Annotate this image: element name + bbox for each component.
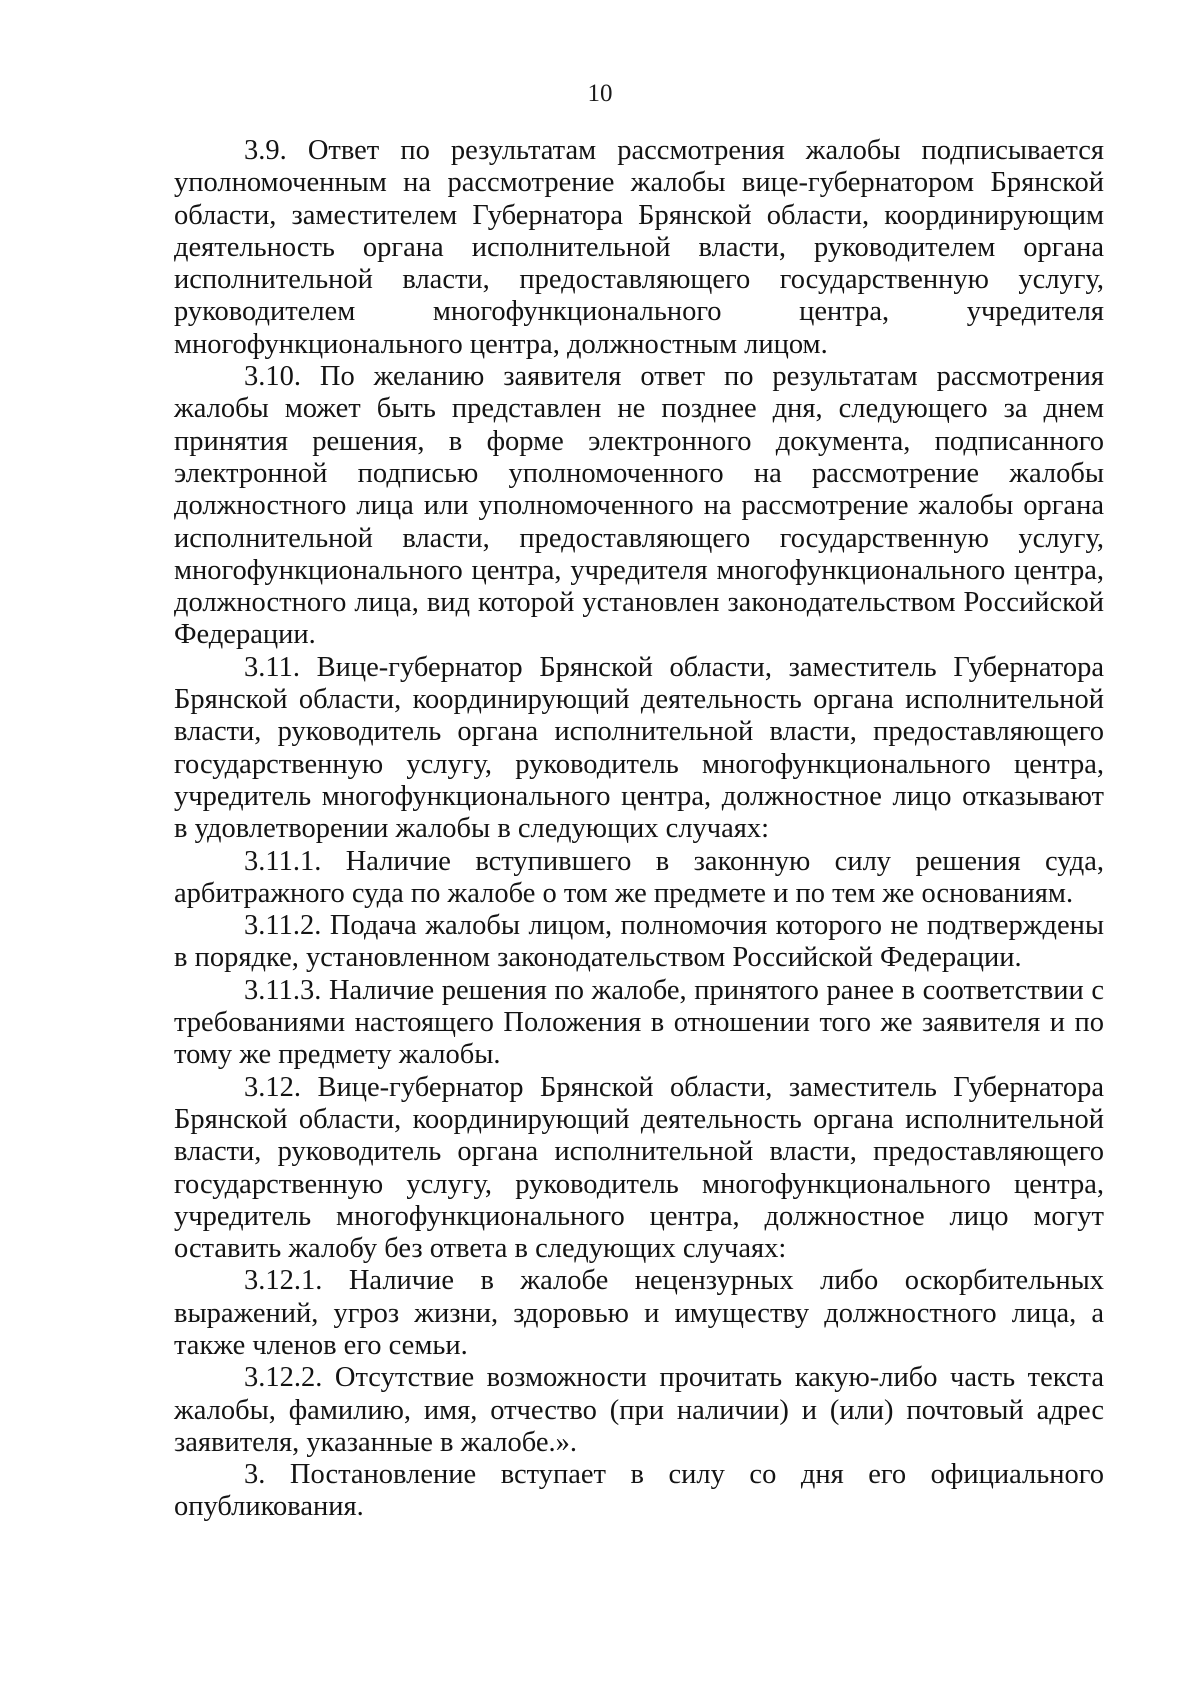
paragraph-3-9: 3.9. Ответ по результатам рассмотрения жалобы подписывается уполномоченным на рассмотрение жалобы вице-губернатором Брянской области, заместителем Губернатора Брянской области, координирующим деятельность органа исполнительной власти, руководителем органа исполнительной власти, предоставляющего государственную услугу, руководителем многофункционального центра, учредителя многофункционального центра, должностным лицом. xyxy=(174,135,1104,360)
paragraph-resolution-effective: 3. Постановление вступает в силу со дня его официального опубликования. xyxy=(174,1459,1104,1523)
paragraph-3-10: 3.10. По желанию заявителя ответ по результатам рассмотрения жалобы может быть представлен не позднее дня, следующего за днем принятия решения, в форме электронного документа, подписанного электронной подписью уполномоченного на рассмотрение жалобы должностного лица или уполномоченного на рассмотрение жалобы органа исполнительной власти, предоставляющего государственную услугу, многофункционального центра, учредителя многофункционального центра, должностного лица, вид которой установлен законодательством Российской Федерации. xyxy=(174,361,1104,651)
page-number: 10 xyxy=(587,80,613,107)
paragraph-3-11-1: 3.11.1. Наличие вступившего в законную силу решения суда, арбитражного суда по жалобе о том же предмете и по тем же основаниям. xyxy=(174,845,1104,909)
paragraph-3-12-1: 3.12.1. Наличие в жалобе нецензурных либо оскорбительных выражений, угроз жизни, здоровью и имуществу должностного лица, а также членов его семьи. xyxy=(174,1265,1104,1361)
paragraph-3-12-2: 3.12.2. Отсутствие возможности прочитать какую-либо часть текста жалобы, фамилию, имя, отчество (при наличии) и (или) почтовый адрес заявителя, указанные в жалобе.». xyxy=(174,1362,1104,1458)
paragraph-3-12: 3.12. Вице-губернатор Брянской области, заместитель Губернатора Брянской области, координирующий деятельность органа исполнительной власти, руководитель органа исполнительной власти, предоставляющего государственную услугу, руководитель многофункционального центра, учредитель многофункционального центра, должностное лицо могут оставить жалобу без ответа в следующих случаях: xyxy=(174,1071,1104,1265)
paragraph-3-11-3: 3.11.3. Наличие решения по жалобе, принятого ранее в соответствии с требованиями настоящего Положения в отношении того же заявителя и по тому же предмету жалобы. xyxy=(174,974,1104,1071)
paragraph-3-11-2: 3.11.2. Подача жалобы лицом, полномочия которого не подтверждены в порядке, установленном законодательством Российской Федерации. xyxy=(174,910,1104,974)
paragraph-3-11: 3.11. Вице-губернатор Брянской области, заместитель Губернатора Брянской области, координирующий деятельность органа исполнительной власти, руководитель органа исполнительной власти, предоставляющего государственную услугу, руководитель многофункционального центра, учредитель многофункционального центра, должностное лицо отказывают в удовлетворении жалобы в следующих случаях: xyxy=(174,651,1104,845)
document-body xyxy=(174,135,1104,1524)
